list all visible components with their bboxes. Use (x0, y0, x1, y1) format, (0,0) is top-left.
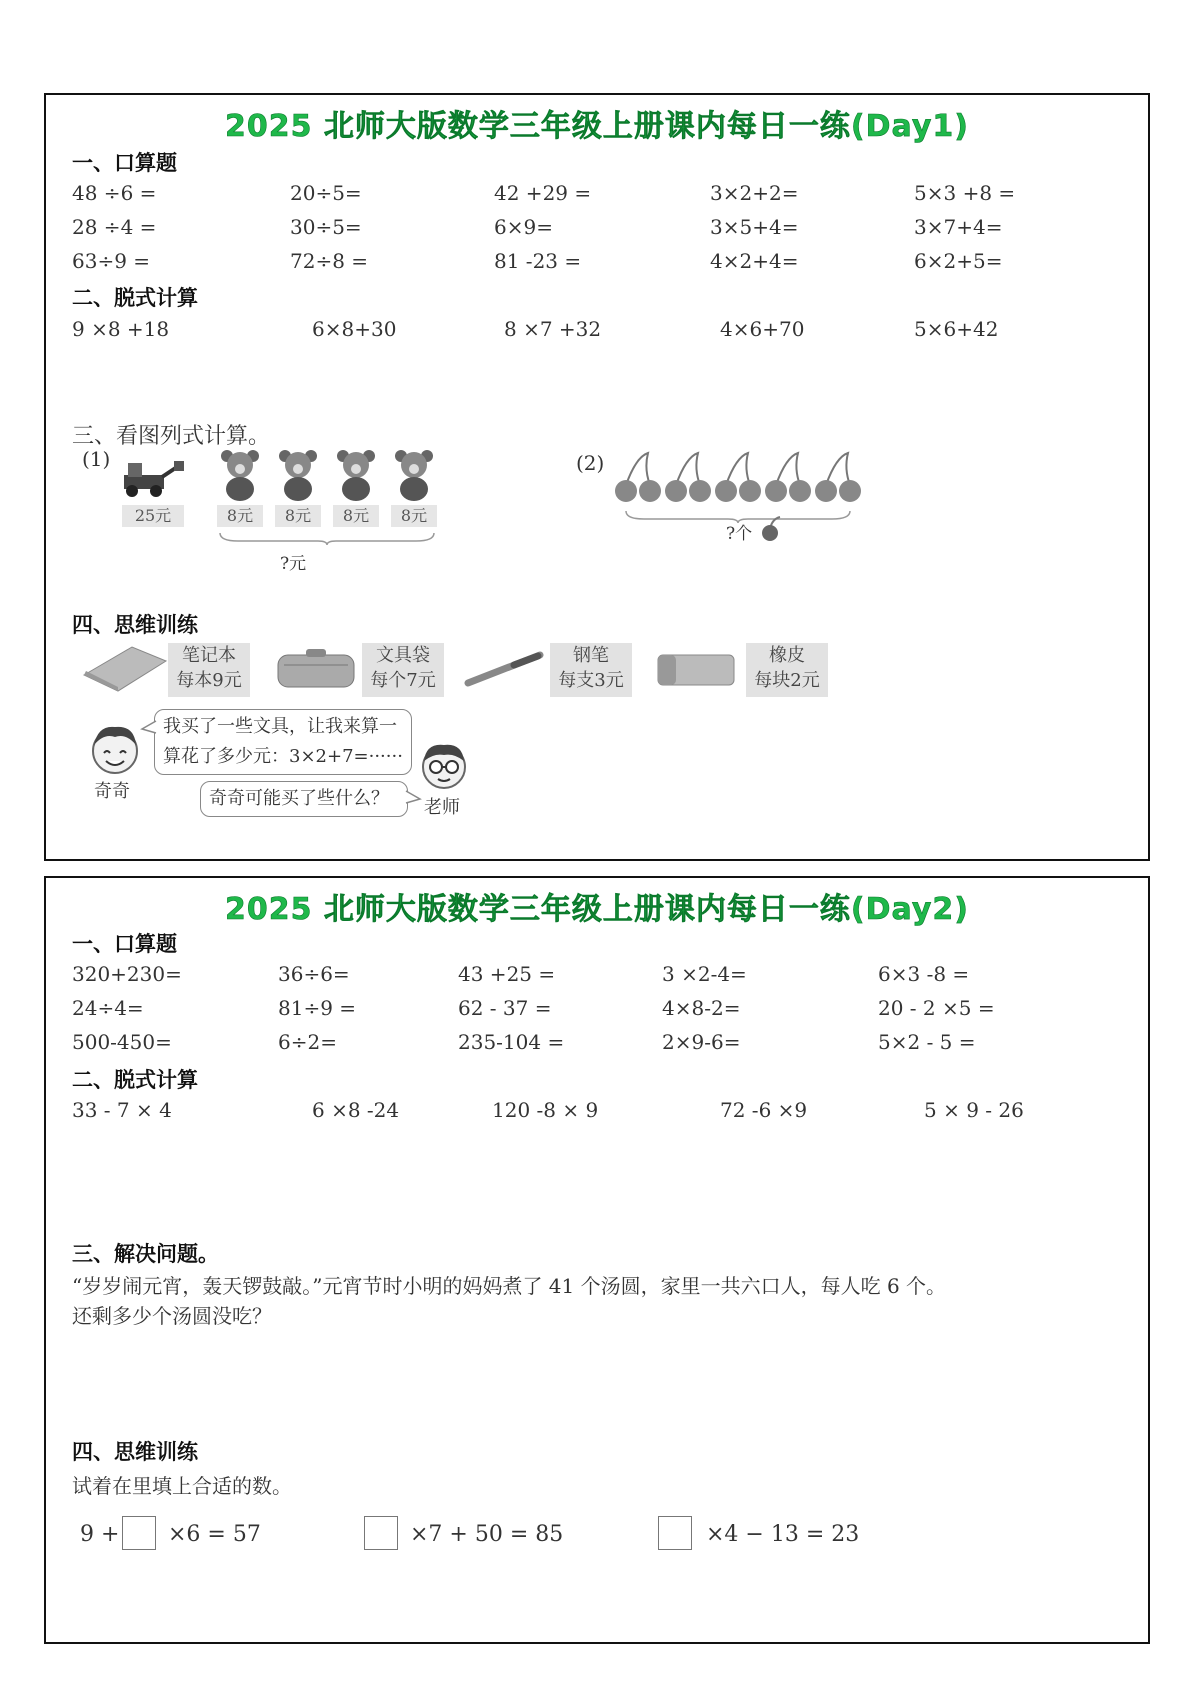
day1-section2-heading: 二、脱式计算 (72, 286, 198, 310)
day2-stepwise-item: 6 ×8 -24 (312, 1098, 400, 1122)
teddy-bear-icon (392, 447, 436, 501)
eq1-prefix: 9 + (80, 1522, 120, 1547)
notebook-price-box (168, 643, 250, 697)
day1-mental-item: 6×9= (494, 215, 553, 239)
day1-mental-item: 4×2+4= (710, 249, 799, 273)
day2-mental-item: 81÷9 = (278, 996, 357, 1020)
day1-mental-item: 42 +29 = (494, 181, 592, 205)
pen-price-box (550, 643, 632, 697)
day1-mental-item: 5×3 +8 = (914, 181, 1016, 205)
bubble1-line1: 我买了一些文具，让我来算一 (163, 716, 397, 737)
day1-mental-item: 63÷9 = (72, 249, 151, 273)
day2-mental-item: 4×8-2= (662, 996, 741, 1020)
pencil-case-price: 每个7元 (370, 670, 436, 691)
day1-mental-item: 3×7+4= (914, 215, 1003, 239)
day2-mental-item: 6×3 -8 = (878, 962, 970, 986)
teddy-bear-icon (334, 447, 378, 501)
notebook-icon (82, 643, 168, 693)
pic1-number: (1) (82, 447, 111, 471)
day1-mental-item: 28 ÷4 = (72, 215, 157, 239)
day1-mental-item: 6×2+5= (914, 249, 1003, 273)
day2-mental-item: 5×2 - 5 = (878, 1030, 976, 1054)
day1-section1-heading: 一、口算题 (72, 151, 177, 175)
day2-title: 2025 北师大版数学三年级上册课内每日一练(Day2) (224, 892, 969, 927)
day1-section4-heading: 四、思维训练 (72, 613, 198, 637)
day2-stepwise-item: 33 - 7 × 4 (72, 1098, 172, 1122)
notebook-name: 笔记本 (182, 645, 236, 666)
day2-mental-item: 320+230= (72, 962, 182, 986)
teacher-avatar-icon (418, 739, 470, 795)
day2-section3-heading: 三、解决问题。 (72, 1242, 219, 1266)
eraser-name: 橡皮 (769, 645, 805, 666)
bear-price-label: 8元 (391, 505, 437, 527)
day2-mental-item: 62 - 37 = (458, 996, 552, 1020)
day2-worksheet (44, 876, 1150, 1644)
day2-mental-item: 20 - 2 ×5 = (878, 996, 995, 1020)
eq2-answer-box[interactable] (364, 1516, 398, 1550)
day2-problem-line1: “岁岁闹元宵，轰天锣鼓敲。”元宵节时小明的妈妈煮了 41 个汤圆，家里一共六口人，每人吃 6 个。 (72, 1274, 947, 1298)
total-bracket-icon (218, 531, 436, 545)
teddy-bear-icon (276, 447, 320, 501)
day2-mental-item: 2×9-6= (662, 1030, 741, 1054)
eq2-suffix: ×7 + 50 = 85 (410, 1522, 564, 1547)
day2-section1-heading: 一、口算题 (72, 932, 177, 956)
pencil-case-name: 文具袋 (376, 645, 430, 666)
day2-mental-item: 235-104 = (458, 1030, 565, 1054)
pic2-question: ?个 (726, 524, 753, 544)
notebook-price: 每本9元 (176, 670, 242, 691)
day2-section2-heading: 二、脱式计算 (72, 1068, 198, 1092)
day1-worksheet (44, 93, 1150, 861)
bubble1-line2: 算花了多少元：3×2+7=······ (163, 746, 403, 767)
qiqi-boy-avatar-icon (88, 721, 142, 779)
day1-mental-item: 72÷8 = (290, 249, 369, 273)
day1-mental-item: 48 ÷6 = (72, 181, 157, 205)
teddy-bear-icon (218, 447, 262, 501)
day2-mental-item: 6÷2= (278, 1030, 337, 1054)
day1-stepwise-item: 5×6+42 (914, 317, 999, 341)
bear-price-label: 8元 (217, 505, 263, 527)
teacher-speech-bubble: 奇奇可能买了些什么？ (200, 781, 408, 817)
day1-mental-item: 30÷5= (290, 215, 362, 239)
day1-mental-item: 3×2+2= (710, 181, 799, 205)
day1-section3-heading: 三、看图列式计算。 (72, 424, 271, 449)
single-cherry-icon (758, 515, 782, 541)
day2-stepwise-item: 5 × 9 - 26 (924, 1098, 1024, 1122)
pencil-case-icon (276, 645, 356, 691)
eq3-answer-box[interactable] (658, 1516, 692, 1550)
pic2-number: (2) (576, 451, 605, 475)
pen-icon (464, 649, 544, 689)
bear-price-label: 8元 (275, 505, 321, 527)
eraser-price: 每块2元 (754, 670, 820, 691)
day2-mental-item: 43 +25 = (458, 962, 556, 986)
day2-instruction: 试着在里填上合适的数。 (72, 1474, 292, 1498)
day2-mental-item: 24÷4= (72, 996, 144, 1020)
day2-mental-item: 500-450= (72, 1030, 172, 1054)
day1-stepwise-item: 6×8+30 (312, 317, 397, 341)
qiqi-name: 奇奇 (94, 781, 130, 802)
day2-stepwise-item: 120 -8 × 9 (492, 1098, 599, 1122)
eq1-suffix: ×6 = 57 (168, 1522, 261, 1547)
day2-problem-line2: 还剩多少个汤圆没吃？ (72, 1304, 272, 1328)
day1-title: 2025 北师大版数学三年级上册课内每日一练(Day1) (224, 109, 969, 144)
bubble-tail-icon (142, 721, 156, 735)
pen-price: 每支3元 (558, 670, 624, 691)
eq1-answer-box[interactable] (122, 1516, 156, 1550)
eq3-suffix: ×4 − 13 = 23 (706, 1522, 860, 1547)
eraser-icon (656, 651, 736, 689)
excavator-truck-icon (122, 455, 186, 499)
eraser-price-box (746, 643, 828, 697)
day2-mental-item: 3 ×2-4= (662, 962, 747, 986)
truck-price-label: 25元 (122, 505, 184, 527)
day1-mental-item: 81 -23 = (494, 249, 582, 273)
cherries-icon (614, 449, 866, 505)
day1-stepwise-item: 9 ×8 +18 (72, 317, 170, 341)
pencil-case-price-box (362, 643, 444, 697)
teacher-name: 老师 (424, 797, 460, 818)
day1-stepwise-item: 8 ×7 +32 (504, 317, 602, 341)
day1-mental-item: 3×5+4= (710, 215, 799, 239)
qiqi-speech-bubble (154, 709, 412, 775)
pen-name: 钢笔 (573, 645, 609, 666)
day2-stepwise-item: 72 -6 ×9 (720, 1098, 808, 1122)
day2-section4-heading: 四、思维训练 (72, 1440, 198, 1464)
day1-mental-item: 20÷5= (290, 181, 362, 205)
pic1-question: ?元 (280, 554, 307, 574)
day1-stepwise-item: 4×6+70 (720, 317, 805, 341)
day2-mental-item: 36÷6= (278, 962, 350, 986)
bear-price-label: 8元 (333, 505, 379, 527)
